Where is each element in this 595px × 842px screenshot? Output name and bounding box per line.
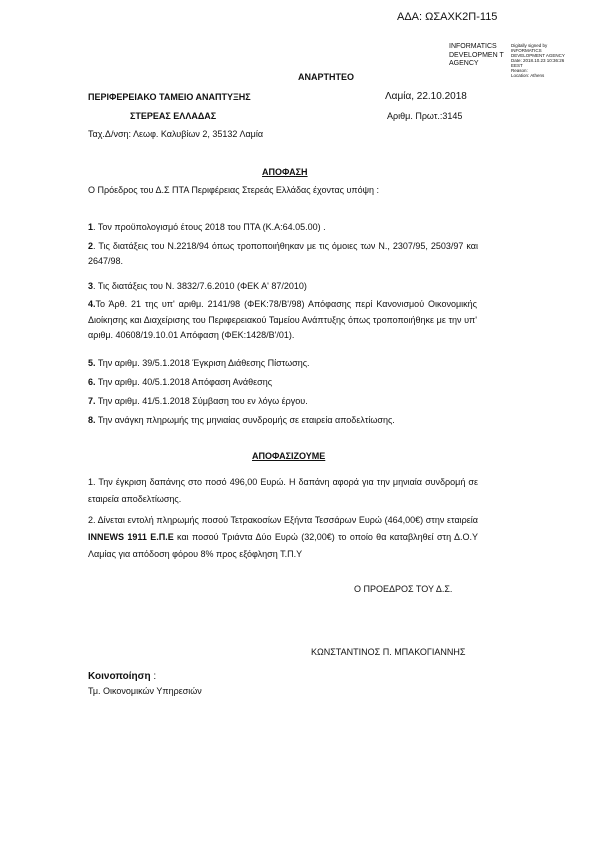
item-number: 8. bbox=[88, 415, 96, 425]
org-name-line2: ΣΤΕΡΕΑΣ ΕΛΛΑΔΑΣ bbox=[130, 111, 217, 121]
item-number: 3 bbox=[88, 281, 94, 291]
item-text: . Τις διατάξεις του Ν.2218/94 όπως τροποποιήθηκαν με τις όμοιες των Ν., 2307/95, 2503/97 και 2647/98. bbox=[88, 241, 478, 266]
list-item bbox=[88, 415, 395, 425]
stamp-label: INFORMATICS DEVELOPMEN T AGENCY bbox=[449, 43, 504, 67]
list-item bbox=[88, 239, 478, 269]
stamp-line: Date: 2018.10.23 10:36:26 bbox=[511, 58, 565, 63]
stamp-line: Reason: bbox=[511, 68, 528, 73]
resolution-paragraph-2 bbox=[88, 512, 478, 563]
item-text: Την αριθμ. 39/5.1.2018 Έγκριση Διάθεσης Πίστωσης. bbox=[95, 358, 310, 368]
item-text: Την αριθμ. 40/5.1.2018 Απόφαση Ανάθεσης bbox=[95, 377, 273, 387]
list-item bbox=[88, 222, 326, 232]
item-text: Την αριθμ. 41/5.1.2018 Σύμβαση του εν λόγω έργου. bbox=[95, 396, 308, 406]
notification-colon: : bbox=[150, 671, 157, 682]
item-text: . Τις διατάξεις του Ν. 3832/7.6.2010 (ΦΕΚ Α' 87/2010) bbox=[93, 281, 307, 291]
notification-label: Κοινοποίηση bbox=[88, 671, 151, 682]
posting-label: ΑΝΑΡΤΗΤΕΟ bbox=[298, 72, 354, 82]
item-text: Την ανάγκη πληρωμής της μηνιαίας συνδρομής σε εταιρεία αποδελτίωσης. bbox=[95, 415, 395, 425]
list-item bbox=[88, 358, 310, 368]
company-name: INNEWS 1911 Ε.Π.Ε bbox=[88, 532, 174, 542]
org-address: Ταχ.Δ/νση: Λεωφ. Καλυβίων 2, 35132 Λαμία bbox=[88, 129, 264, 139]
decision-intro: Ο Πρόεδρος του Δ.Σ ΠΤΑ Περιφέρειας Στερεάς Ελλάδας έχοντας υπόψη : bbox=[88, 185, 380, 195]
stamp-line: Digitally signed by bbox=[511, 43, 548, 48]
item-text: . Τον προϋπολογισμό έτους 2018 του ΠΤΑ (Κ.Α:64.05.00) . bbox=[93, 222, 326, 232]
stamp-line: INFORMATICS bbox=[511, 48, 542, 53]
signatory-name: ΚΩΝΣΤΑΝΤΙΝΟΣ Π. ΜΠΑΚΟΓΙΑΝΝΗΣ bbox=[311, 647, 466, 657]
stamp-line: EEST bbox=[511, 63, 523, 68]
stamp-signature-details bbox=[511, 43, 573, 78]
p2-text-after: και ποσού Τριάντα Δύο Ευρώ (32,00€) το οποίο θα καταβληθεί στη Δ.Ο.Υ Λαμίας για απόδοση φόρου 8% προς εξόφληση Τ.Π.Υ bbox=[88, 532, 478, 559]
item-number: 7. bbox=[88, 396, 96, 406]
stamp-line: DEVELOPMENT AGENCY bbox=[511, 53, 565, 58]
item-number: 4. bbox=[88, 299, 96, 309]
resolution-title: ΑΠΟΦΑΣΙΖΟΥΜΕ bbox=[252, 451, 326, 461]
ada-code: ΑΔΑ: ΩΣΑΧΚ2Π-115 bbox=[397, 11, 498, 23]
item-number: 1 bbox=[88, 222, 94, 232]
org-name-line1: ΠΕΡΙΦΕΡΕΙΑΚΟ ΤΑΜΕΙΟ ΑΝΑΠΤΥΞΗΣ bbox=[88, 92, 251, 102]
item-number: 6. bbox=[88, 377, 96, 387]
list-item bbox=[88, 396, 308, 406]
p2-text-before: 2. Δίνεται εντολή πληρωμής ποσού Τετρακοσίων Εξήντα Τεσσάρων Ευρώ (464,00€) στην εταιρεία bbox=[88, 515, 478, 525]
place-date: Λαμία, 22.10.2018 bbox=[385, 91, 467, 102]
resolution-paragraph-1: 1. Την έγκριση δαπάνης στο ποσό 496,00 Ευρώ. Η δαπάνη αφορά για την μηνιαία συνδρομή σε εταιρεία αποδελτίωσης. bbox=[88, 477, 478, 504]
list-item bbox=[88, 377, 272, 387]
stamp-line: Location: Athens bbox=[511, 73, 545, 78]
list-item bbox=[88, 297, 477, 344]
protocol-number: Αριθμ. Πρωτ.:3145 bbox=[387, 111, 463, 121]
notification-heading bbox=[88, 671, 156, 682]
decision-title: ΑΠΟΦΑΣΗ bbox=[262, 167, 308, 177]
item-number: 5. bbox=[88, 358, 96, 368]
notification-recipient: Τμ. Οικονομικών Υπηρεσιών bbox=[88, 686, 202, 696]
item-number: 2 bbox=[88, 241, 94, 251]
list-item bbox=[88, 281, 307, 291]
item-text: Το Άρθ. 21 της υπ' αριθμ. 2141/98 (ΦΕΚ:78/Β'/98) Απόφασης περί Κανονισμού Οικονομικής Διοίκησης και Διαχείρισης του Περιφερειακού Ταμείου Ανάπτυξης όπως τροποποιήθηκε με την υπ' αριθμ. 40608/19.10.01 Απόφαση (ΦΕΚ:1428/Β'/01). bbox=[88, 299, 477, 340]
signatory-role: Ο ΠΡΟΕΔΡΟΣ ΤΟΥ Δ.Σ. bbox=[354, 584, 453, 594]
